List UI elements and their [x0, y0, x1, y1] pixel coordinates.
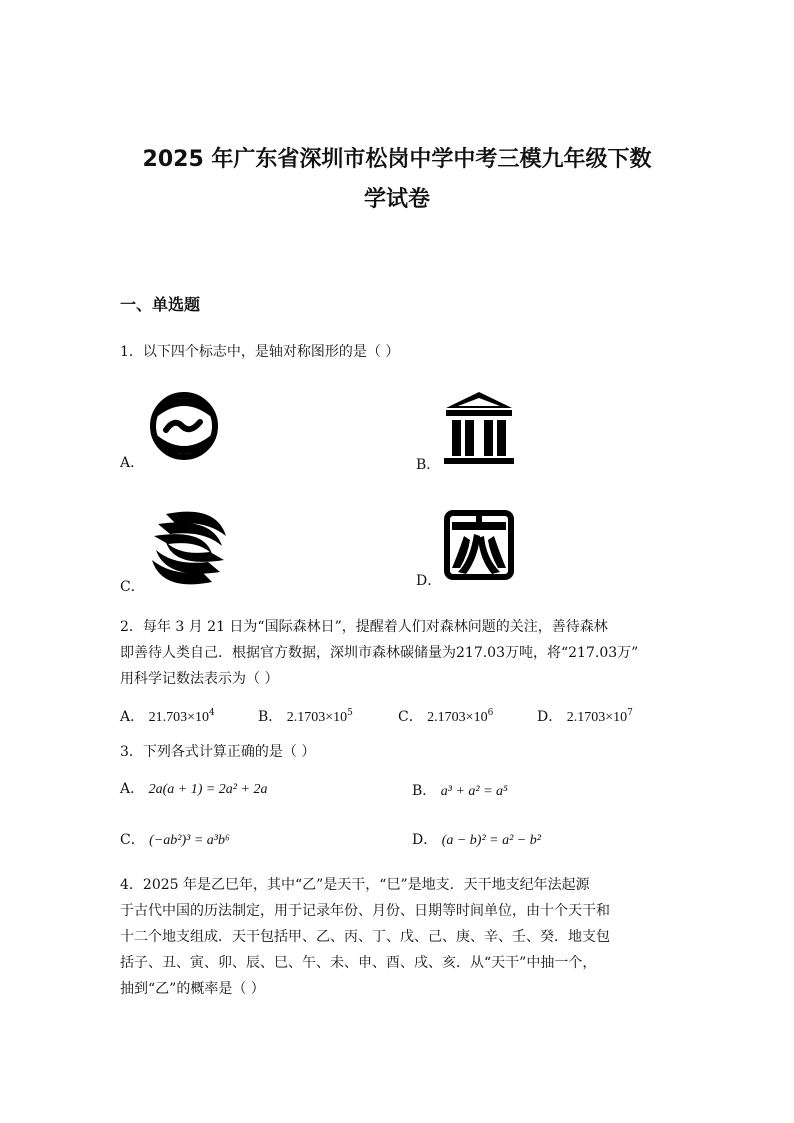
- q2-option-d-mantissa: 2.1703: [566, 710, 606, 725]
- q3-option-a: [120, 778, 267, 801]
- q2-option-d-base: 10: [613, 710, 628, 725]
- question-3-stem: 3．下列各式计算正确的是（ ）: [120, 744, 316, 760]
- q2-option-a: [120, 702, 215, 729]
- q2-option-c-base: 10: [473, 710, 488, 725]
- q3-option-d-label: D．: [412, 832, 438, 848]
- q1-option-c-label: C．: [120, 579, 145, 595]
- section-heading: 一、单选题: [120, 295, 201, 314]
- question-2-stem: [120, 614, 638, 692]
- q2-option-b-exp: 5: [347, 708, 353, 718]
- q3-option-a-label: A．: [120, 781, 145, 797]
- q3-option-a-expr: 2a(a + 1) = 2a² + 2a: [148, 782, 268, 797]
- q3-option-d: [412, 829, 541, 852]
- question-4-stem: [120, 872, 610, 1002]
- temple-logo-icon: [442, 390, 516, 466]
- q2-line-3: 用科学记数法表示为（ ）: [120, 671, 279, 687]
- q1-option-b-label: B．: [416, 457, 441, 473]
- q2-option-b-times: ×: [325, 710, 334, 725]
- q3-option-b-label: B．: [412, 783, 437, 799]
- q2-option-c: [398, 702, 493, 729]
- q2-option-d: [537, 702, 633, 729]
- q2-option-c-label: C．: [398, 709, 423, 725]
- q3-option-c: [120, 829, 230, 852]
- question-1-stem: 1．以下四个标志中，是轴对称图形的是（ ）: [120, 344, 400, 360]
- q1-option-a-label: A．: [120, 455, 145, 471]
- spiral-logo-icon: [146, 506, 232, 590]
- q2-option-b: [258, 702, 353, 729]
- q2-option-b-base: 10: [333, 710, 348, 725]
- page-title: [60, 140, 734, 220]
- title-line-2: 学试卷: [363, 187, 430, 212]
- q4-line-4: 括子、丑、寅、卯、辰、巳、午、未、申、酉、戌、亥．从“天干”中抽一个，: [120, 955, 597, 971]
- square-character-logo-icon: [444, 510, 514, 580]
- q3-option-b: [412, 780, 508, 803]
- q2-option-d-times: ×: [605, 710, 614, 725]
- q2-option-a-mantissa: 21.703: [148, 710, 188, 725]
- title-line-1: 2025 年广东省深圳市松岗中学中考三模九年级下数: [142, 147, 652, 172]
- q2-line-2: 即善待人类自己．根据官方数据，深圳市森林碳储量为217.03万吨，将“217.03万”: [120, 645, 639, 661]
- q1-option-d-label: D．: [416, 573, 442, 589]
- q4-line-2: 于古代中国的历法制定，用于记录年份、月份、日期等时间单位，由十个天干和: [120, 903, 610, 919]
- q2-option-c-mantissa: 2.1703: [427, 710, 466, 725]
- q2-option-b-label: B．: [258, 709, 283, 725]
- q4-line-5: 抽到“乙”的概率是（ ）: [120, 981, 265, 997]
- q2-option-d-label: D．: [537, 709, 563, 725]
- q3-option-d-expr: (a − b)² = a² − b²: [441, 833, 541, 848]
- q2-option-a-base: 10: [194, 710, 209, 725]
- q2-option-a-label: A．: [120, 709, 145, 725]
- q2-option-c-exp: 6: [487, 708, 494, 718]
- q2-option-b-mantissa: 2.1703: [286, 710, 326, 725]
- q4-line-1: 4．2025 年是乙巳年，其中“乙”是天干，“巳”是地支．天干地支纪年法起源: [120, 877, 590, 893]
- q2-option-d-exp: 7: [627, 708, 633, 718]
- q4-line-3: 十二个地支组成．天干包括甲、乙、丙、丁、戊、己、庚、辛、壬、癸．地支包: [120, 929, 610, 945]
- q3-option-c-label: C．: [120, 832, 145, 848]
- q2-option-c-times: ×: [465, 710, 474, 725]
- q3-option-b-expr: a³ + a² = a⁵: [440, 784, 508, 799]
- q2-line-1: 2．每年 3 月 21 日为“国际森林日”，提醒着人们对森林问题的关注，善待森林: [120, 619, 608, 635]
- q2-option-a-exp: 4: [208, 708, 215, 718]
- q2-option-a-times: ×: [187, 710, 195, 725]
- q3-option-c-expr: (−ab²)³ = a³b⁶: [149, 833, 230, 848]
- circle-wave-logo-icon: [148, 390, 220, 462]
